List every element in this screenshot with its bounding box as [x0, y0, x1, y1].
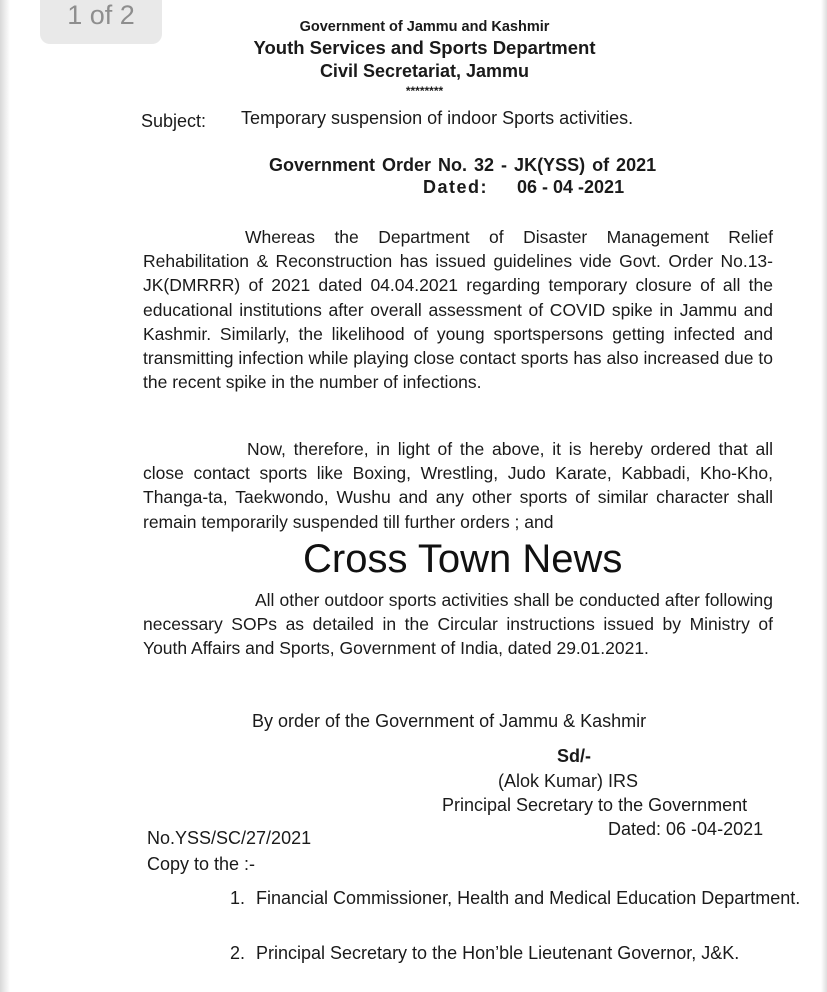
- order-date-label: Dated:: [423, 177, 489, 197]
- paragraph-text: Now, therefore, in light of the above, it is hereby ordered that all close contact sports like Boxing, Wrestling, Judo Karate, Kabbadi, Kho-Kho, Thanga-ta, Taekwondo, Wushu and any other sports of similar character shall remain temporarily suspended till further orders ; and: [143, 439, 773, 532]
- paragraph-text: All other outdoor sports activities shall be conducted after following necessary SOPs as detailed in the Circular instructions issued by Ministry of Youth Affairs and Sports, Government of India, dated 29.01.2021.: [143, 590, 773, 659]
- paragraph-ordered: [143, 437, 773, 534]
- signatory-designation: Principal Secretary to the Government: [442, 795, 748, 815]
- signature-sd: Sd/-: [557, 746, 591, 766]
- page-edge-shadow-right: [821, 0, 827, 992]
- paragraph-text: Whereas the Department of Disaster Management Relief Rehabilitation & Reconstruction has issued guidelines vide Govt. Order No.13-JK(DMRRR) of 2021 dated 04.04.2021 regarding temporary closure of all the educational institutions after overall assessment of COVID spike in Jammu and Kashmir. Similarly, the likelihood of young sportspersons getting infected and transmitting infection while playing close contact sports has also increased due to the recent spike in the number of infections.: [143, 227, 773, 393]
- reference-number: No.YSS/SC/27/2021: [147, 828, 312, 848]
- page-indicator-text: 1 of 2: [67, 0, 135, 30]
- header-department: Youth Services and Sports Department: [253, 37, 596, 58]
- copy-to-label: Copy to the :-: [147, 854, 256, 874]
- header-stars: ********: [405, 84, 444, 98]
- order-title: Government Order No. 32 - JK(YSS) of 2021: [269, 155, 657, 175]
- paragraph-outdoor: [143, 588, 773, 661]
- paragraph-whereas: [143, 225, 773, 394]
- page-indicator-badge: [40, 0, 162, 44]
- header-secretariat: Civil Secretariat, Jammu: [319, 61, 530, 81]
- list-item-text: Financial Commissioner, Health and Medical Education Department.: [256, 888, 801, 908]
- list-item: [230, 885, 802, 941]
- subject-text: Temporary suspension of indoor Sports activities.: [241, 108, 634, 128]
- subject-label: Subject:: [141, 111, 207, 131]
- watermark-text: Cross Town News: [303, 537, 623, 581]
- signature-date: Dated: 06 -04-2021: [608, 819, 764, 839]
- order-date-value: 06 - 04 -2021: [517, 177, 625, 197]
- list-item-number: 2.: [230, 943, 246, 963]
- page-edge-shadow: [0, 0, 10, 992]
- list-item: [230, 940, 802, 968]
- signatory-name: (Alok Kumar) IRS: [498, 771, 639, 791]
- by-order-line: By order of the Government of Jammu & Kashmir: [252, 711, 647, 731]
- list-item-number: 1.: [230, 888, 246, 908]
- header-government: Government of Jammu and Kashmir: [299, 19, 550, 35]
- list-item-text: Principal Secretary to the Hon’ble Lieutenant Governor, J&K.: [256, 943, 740, 963]
